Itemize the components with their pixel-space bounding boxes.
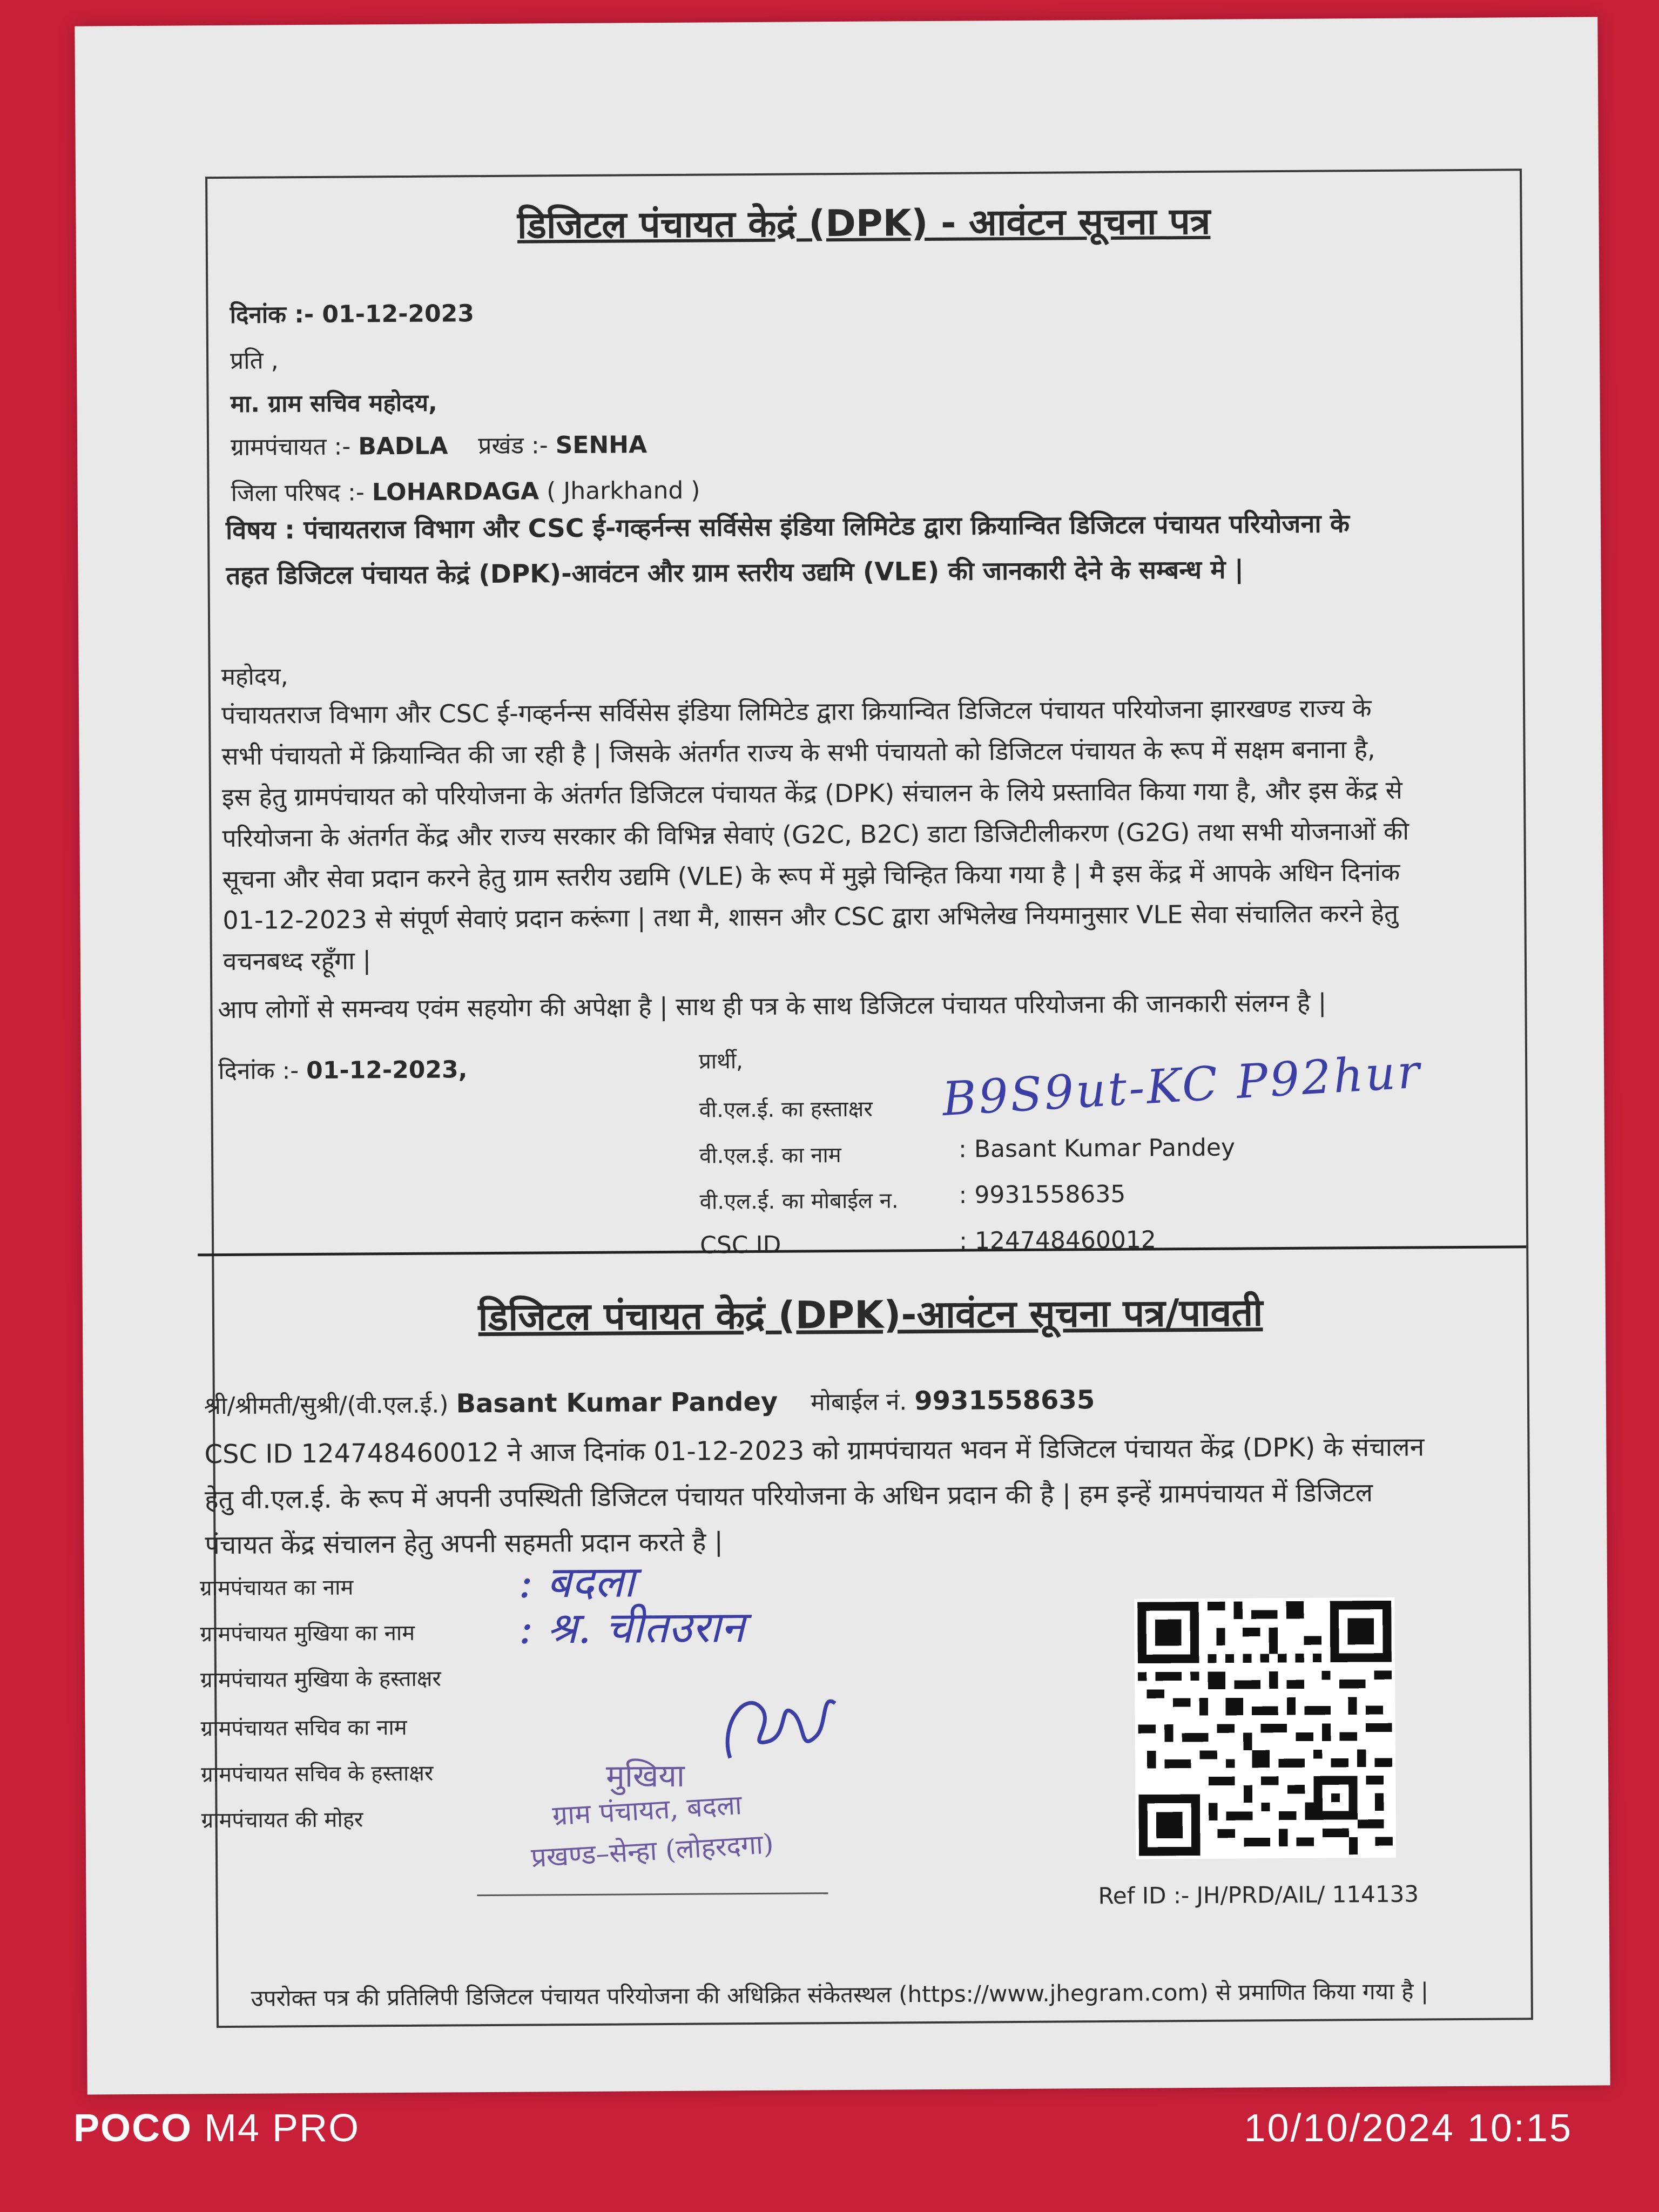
camera-brand-model: M4 PRO [192,2107,360,2150]
mobile-bold: 9931558635 [914,1385,1095,1417]
gp-line [231,427,647,462]
acknowledgement-text: CSC ID 124748460012 ने आज दिनांक 01-12-2023 को ग्रामपंचायत भवन में डिजिटल पंचायत केंद्र (DPK) के संचालन हेतु वी.एल.ई. के रूप में अपनी उपस्थिती डिजिटल पंचायत परियोजना के अधिन प्रदान की है | हम इन्हें ग्रामपंचायत में डिजिटल पंचायत केंद्र संचालन हेतु अपनी सहमती प्रदान करते है | [204,1432,1425,1561]
ref-id: Ref ID :- JH/PRD/AIL/ 114133 [1098,1880,1419,1910]
body-text: पंचायतराज विभाग और CSC ई-गव्हर्नन्स सर्विसेस इंडिया लिमिटेड द्वारा क्रियान्वित डिजिटल पंचायत परियोजना झारखण्ड राज्य के सभी पंचायतो में क्रियान्वित की जा रही है | जिसके अंतर्गत राज्य के सभी पंचायतो को डिजिटल पंचायत के रूप में सक्षम बनाना है, इस हेतु ग्रामपंचायत को परियोजना के अंतर्गत डिजिटल पंचायत केंद्र (DPK) संचालन के लिये प्रस्तावित किया गया है, और इस केंद्र से परियोजना के अंतर्गत केंद्र और राज्य सरकार की विभिन्न सेवाएं (G2C, B2C) डाटा डिजिटीलीकरण (G2G) तथा सभी योजनाओं की सूचना और सेवा प्रदान करने हेतु ग्राम स्तरीय उद्यमि (VLE) के रूप में मुझे चिन्हित किया गया है | मै इस केंद्र में आपके अधिन दिनांक 01-12-2023 से संपूर्ण सेवाएं प्रदान करूंगा | तथा मै, शासन और CSC द्वारा अभिलेख नियमानुसार VLE सेवा संचालित करने हेतु वचनबध्द रहूँगा | [221,693,1410,976]
qr-code [1134,1597,1396,1859]
vle-mobile-label: वी.एल.ई. का मोबाईल न. [699,1188,899,1215]
district-label: जिला परिषद :- [231,478,372,507]
stamp-line-3: प्रखण्ड–सेन्हा (लोहरदगा) [530,1828,774,1874]
camera-timestamp: 10/10/2024 10:15 [1244,2107,1573,2150]
mukhiya-sig-label: ग्रामपंचायत मुखिया के हस्ताक्षर [200,1666,441,1693]
district-value: LOHARDAGA [372,477,539,507]
gp-value: BADLA [358,432,448,461]
state-value: ( Jharkhand ) [546,476,700,505]
block-value: SENHA [555,431,648,460]
mukhiya-name-value: : श्र. चीतउरान [518,1602,745,1654]
prati-text: प्रति , [230,347,279,375]
stamp-line-1: मुखिया [605,1757,685,1795]
vle-mobile-value: : 9931558635 [959,1180,1126,1209]
stamp-underline [477,1892,828,1896]
vle-line [204,1383,1095,1421]
date-line: दिनांक :- 01-12-2023 [230,300,475,329]
mukhiya-name-label: ग्रामपंचायत मुखिया का नाम [200,1620,415,1647]
vle-signature: B9S9ut-KC P92hur [941,1044,1424,1127]
closing-text: आप लोगों से समन्वय एवंम सहयोग की अपेक्षा है | साथ ही पत्र के साथ डिजिटल पंचायत परियोजना की जानकारी संलग्न है | [218,988,1327,1024]
gp-name-value: : बदला [518,1556,635,1608]
vle-sig-label: वी.एल.ई. का हस्ताक्षर [699,1096,873,1123]
sachiv-name-label: ग्रामपंचायत सचिव का नाम [200,1715,407,1742]
document-frame [199,168,1533,2028]
gp-name-label: ग्रामपंचायत का नाम [199,1575,354,1601]
vle-name-value: : Basant Kumar Pandey [958,1134,1236,1163]
prarthi-text: प्रार्थी, [698,1049,743,1074]
mukhiya-signature-scribble [713,1676,844,1774]
camera-watermark-brand [73,2106,360,2150]
bottom-title: डिजिटल पंचायत केद्रं (DPK)-आवंटन सूचना पत्र/पावती [478,1290,1263,1340]
mobile-prefix: मोबाईल नं. [811,1388,915,1417]
addressee: मा. ग्राम सचिव महोदय, [230,389,437,418]
camera-brand-bold: POCO [73,2107,193,2150]
mohar-label: ग्रामपंचायत की मोहर [201,1807,363,1833]
top-title: डिजिटल पंचायत केद्रं (DPK) - आवंटन सूचना पत्र [517,200,1211,247]
sachiv-sig-label: ग्रामपंचायत सचिव के हस्ताक्षर [200,1761,434,1788]
csc-id-label: CSC ID [699,1231,781,1259]
gp-label: ग्रामपंचायत :- [230,433,359,461]
vle-name-bold: Basant Kumar Pandey [456,1386,778,1419]
block-label: प्रखंड :- [478,431,556,460]
subject-text: विषय : पंचायतराज विभाग और CSC ई-गव्हर्नन्स सर्विसेस इंडिया लिमिटेड द्वारा क्रियान्वित डिजिटल पंचायत परियोजना के तहत डिजिटल पंचायत केद्रं (DPK)-आवंटन और ग्राम स्तरीय उद्यमि (VLE) की जानकारी देने के सम्बन्ध मे | [225,509,1350,591]
salutation: महोदय, [221,663,288,691]
district-line [231,473,700,508]
stamp-line-2: ग्राम पंचायत, बदला [551,1789,743,1832]
date-closing-value: 01-12-2023, [306,1056,468,1085]
date-closing-label: दिनांक :- [218,1057,307,1085]
qr-code-icon [1137,1601,1393,1856]
date-closing [218,1052,468,1086]
document-paper [75,17,1610,2094]
vle-prefix: श्री/श्रीमती/सुश्री/(वी.एल.ई.) [204,1391,456,1420]
footer-note: उपरोक्त पत्र की प्रतिलिपी डिजिटल पंचायत परियोजना की अधिक्रित संकेतस्थल (https://www.jhegram.com) से प्रमाणित किया गया है | [251,1978,1429,2012]
section-divider [198,1245,1526,1256]
csc-id-value: : 124748460012 [959,1226,1156,1255]
vle-name-label: वी.एल.ई. का नाम [699,1143,841,1169]
